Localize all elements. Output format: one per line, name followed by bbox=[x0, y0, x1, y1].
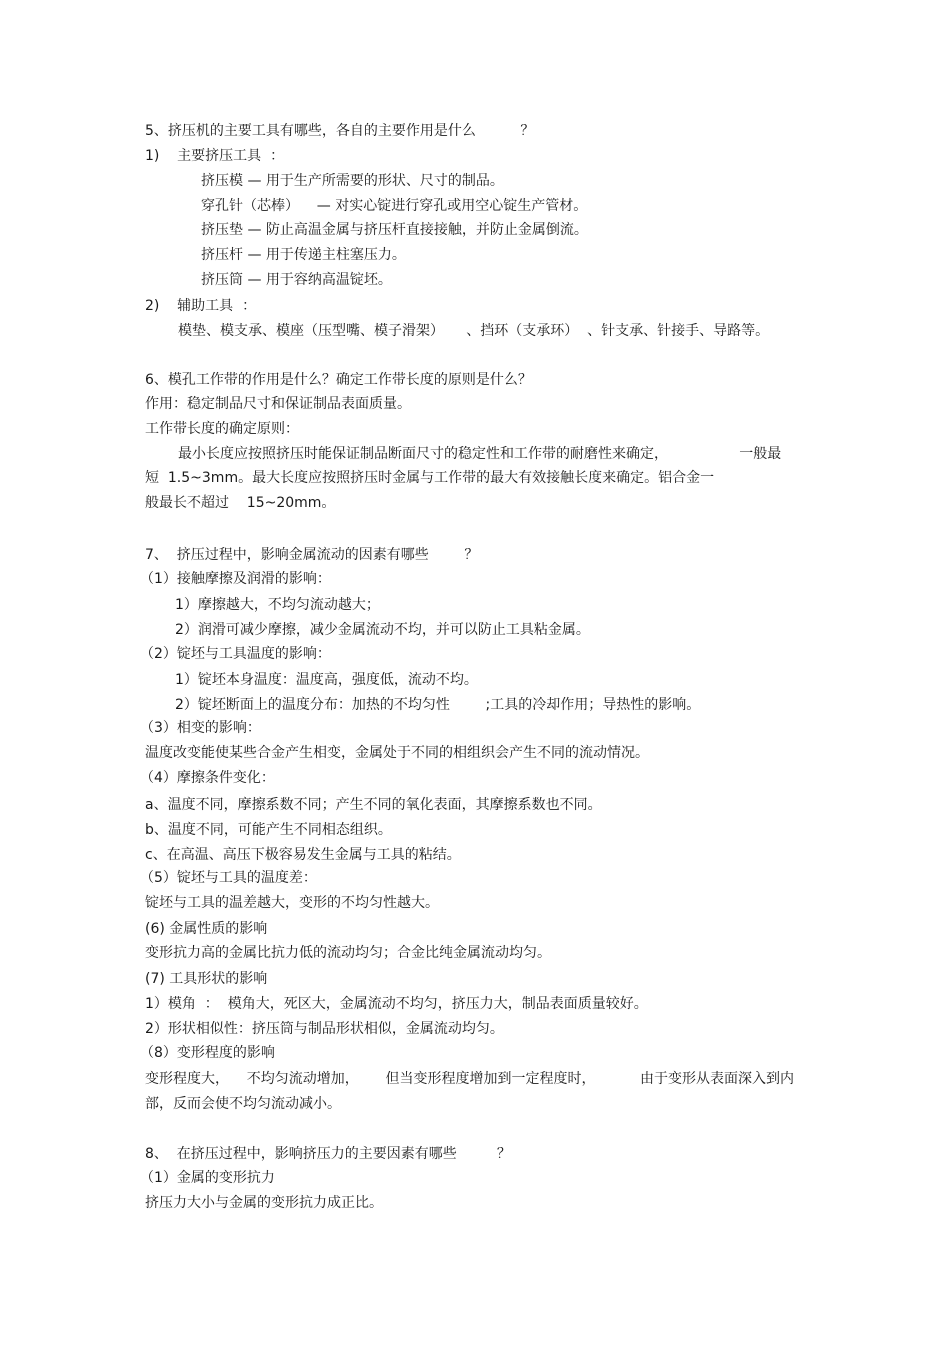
tool-item: 挤压筒 — 用于容纳高温锭坯。 bbox=[201, 272, 392, 288]
question-7-title: 7、 挤压过程中，影响金属流动的因素有哪些 ？ bbox=[145, 547, 479, 563]
factor-heading: （1）接触摩擦及润滑的影响： bbox=[140, 571, 331, 587]
aux-tools-text: 模垫、模支承、模座（压型嘴、模子滑架） 、挡环（支承环） 、针支承、针接手、导路等。 bbox=[178, 323, 770, 339]
question-8-title: 8、 在挤压过程中，影响挤压力的主要因素有哪些 ？ bbox=[145, 1146, 511, 1162]
aux-tools-heading: 2) 辅助工具 ： bbox=[145, 298, 257, 314]
factor-heading: （2）锭坯与工具温度的影响： bbox=[140, 646, 331, 662]
tool-item: 挤压杆 — 用于传递主柱塞压力。 bbox=[201, 247, 406, 263]
factor-item: 1）摩擦越大，不均匀流动越大； bbox=[175, 597, 380, 613]
factor-text: 变形程度大， 不均匀流动增加， 但当变形程度增加到一定程度时， 由于变形从表面深入到内 bbox=[145, 1071, 795, 1087]
factor-text: 温度改变能使某些合金产生相变，金属处于不同的相组织会产生不同的流动情况。 bbox=[145, 745, 649, 761]
work-band-role: 作用：稳定制品尺寸和保证制品表面质量。 bbox=[145, 396, 411, 412]
question-5-title: 5、挤压机的主要工具有哪些，各自的主要作用是什么 ？ bbox=[145, 123, 535, 139]
factor-heading: （5）锭坯与工具的温度差： bbox=[140, 870, 317, 886]
question-6-title: 6、模孔工作带的作用是什么？确定工作带长度的原则是什么？ bbox=[145, 372, 532, 388]
principle-heading: 工作带长度的确定原则： bbox=[145, 421, 299, 437]
tool-item: 穿孔针（芯棒） — 对实心锭进行穿孔或用空心锭生产管材。 bbox=[201, 198, 588, 214]
main-tools-heading: 1) 主要挤压工具 ： bbox=[145, 148, 285, 164]
factor-text: 锭坯与工具的温差越大，变形的不均匀性越大。 bbox=[145, 895, 439, 911]
factor-text: 部，反而会使不均匀流动减小。 bbox=[145, 1096, 341, 1112]
tool-item: 挤压垫 — 防止高温金属与挤压杆直接接触，并防止金属倒流。 bbox=[201, 222, 588, 238]
factor-heading: (7) 工具形状的影响 bbox=[145, 971, 268, 987]
factor-text: 挤压力大小与金属的变形抗力成正比。 bbox=[145, 1195, 383, 1211]
factor-heading: (6) 金属性质的影响 bbox=[145, 921, 268, 937]
principle-text: 短 1.5~3mm。最大长度应按照挤压时金属与工作带的最大有效接触长度来确定。铝合金一 bbox=[145, 470, 715, 486]
tool-item: 挤压模 — 用于生产所需要的形状、尺寸的制品。 bbox=[201, 173, 504, 189]
factor-heading: （1）金属的变形抗力 bbox=[140, 1170, 275, 1186]
factor-heading: （4）摩擦条件变化： bbox=[140, 770, 275, 786]
factor-item: 1）模角 ： 模角大，死区大，金属流动不均匀，挤压力大，制品表面质量较好。 bbox=[145, 996, 648, 1012]
principle-text: 最小长度应按照挤压时能保证制品断面尺寸的稳定性和工作带的耐磨性来确定， 一般最 bbox=[178, 446, 782, 462]
factor-item: a、温度不同，摩擦系数不同；产生不同的氧化表面，其摩擦系数也不同。 bbox=[145, 797, 602, 813]
factor-text: 变形抗力高的金属比抗力低的流动均匀；合金比纯金属流动均匀。 bbox=[145, 945, 551, 961]
factor-item: c、在高温、高压下极容易发生金属与工具的粘结。 bbox=[145, 847, 461, 863]
factor-heading: （8）变形程度的影响 bbox=[140, 1045, 275, 1061]
principle-text: 般最长不超过 15~20mm。 bbox=[145, 495, 336, 511]
factor-item: 2）形状相似性：挤压筒与制品形状相似，金属流动均匀。 bbox=[145, 1021, 504, 1037]
factor-item: b、温度不同，可能产生不同相态组织。 bbox=[145, 822, 392, 838]
factor-item: 2）润滑可减少摩擦，减少金属流动不均，并可以防止工具粘金属。 bbox=[175, 622, 590, 638]
factor-item: 1）锭坯本身温度：温度高，强度低，流动不均。 bbox=[175, 672, 478, 688]
factor-heading: （3）相变的影响： bbox=[140, 720, 261, 736]
factor-item: 2）锭坯断面上的温度分布：加热的不均匀性 ;工具的冷却作用；导热性的影响。 bbox=[175, 697, 701, 713]
